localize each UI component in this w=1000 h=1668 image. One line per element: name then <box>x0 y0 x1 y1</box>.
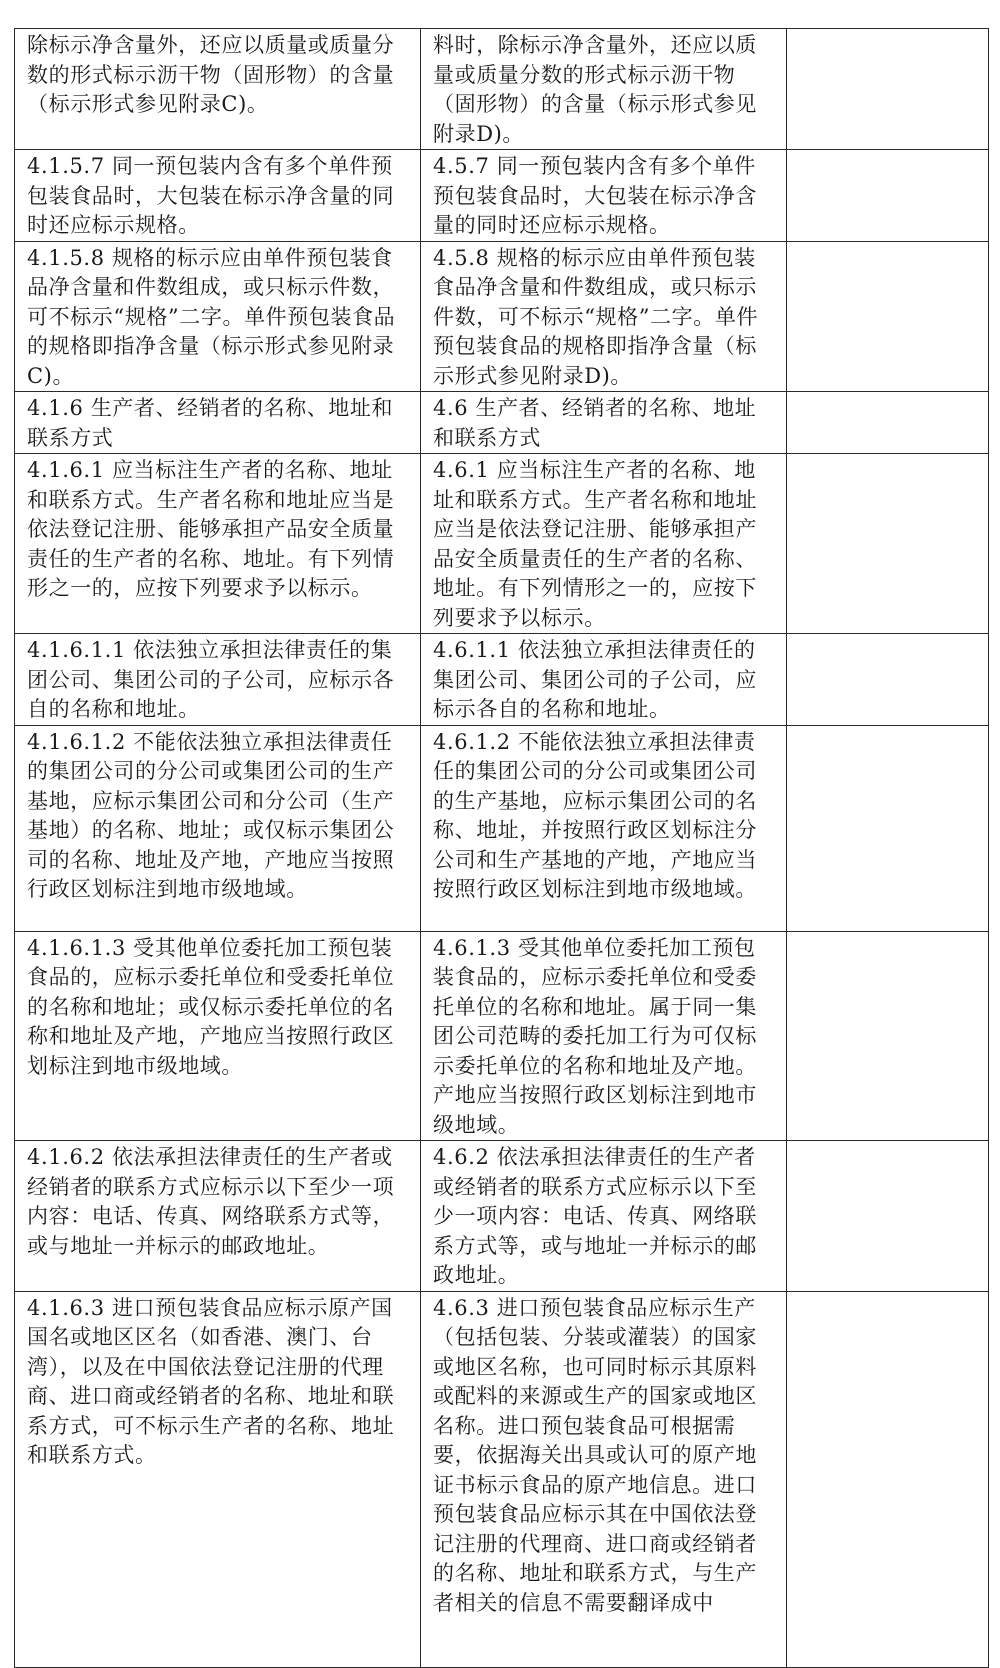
remark-cell <box>787 1291 989 1667</box>
old-standard-cell: 4.1.6.1.2 不能依法独立承担法律责任的集团公司的分公司或集团公司的生产基地，应标示集团公司和分公司（生产基地）的名称、地址；或仅标示集团公司的名称、地址及产地，产地应当按照行政区划标注到地市级地域。 <box>15 725 421 931</box>
old-standard-cell: 4.1.6.1.3 受其他单位委托加工预包装食品的，应标示委托单位和受委托单位的名称和地址；或仅标示委托单位的名称和地址及产地，产地应当按照行政区划标注到地市级地域。 <box>15 931 421 1141</box>
remark-cell <box>787 725 989 931</box>
table-row <box>15 1141 989 1292</box>
new-standard-cell: 4.6.3 进口预包装食品应标示生产（包括包装、分装或灌装）的国家或地区名称，也可同时标示其原料或配料的来源或生产的国家或地区名称。进口预包装食品可根据需要，依据海关出具或认可的原产地证书标示食品的原产地信息。进口预包装食品应标示其在中国依法登记注册的代理商、进口商或经销者的名称、地址和联系方式，与生产者相关的信息不需要翻译成中 <box>421 1291 787 1667</box>
remark-cell <box>787 150 989 242</box>
old-standard-cell: 除标示净含量外，还应以质量或质量分数的形式标示沥干物（固形物）的含量（标示形式参见附录C)。 <box>15 29 421 150</box>
old-standard-cell: 4.1.5.8 规格的标示应由单件预包装食品净含量和件数组成，或只标示件数，可不标示“规格”二字。单件预包装食品的规格即指净含量（标示形式参见附录C)。 <box>15 241 421 392</box>
old-standard-cell: 4.1.6.3 进口预包装食品应标示原产国国名或地区区名（如香港、澳门、台湾），以及在中国依法登记注册的代理商、进口商或经销者的名称、地址和联系方式，可不标示生产者的名称、地址和联系方式。 <box>15 1291 421 1667</box>
remark-cell <box>787 241 989 392</box>
new-standard-cell: 4.5.8 规格的标示应由单件预包装食品净含量和件数组成，或只标示件数，可不标示“规格”二字。单件预包装食品的规格即指净含量（标示形式参见附录D)。 <box>421 241 787 392</box>
new-standard-cell: 料时，除标示净含量外，还应以质量或质量分数的形式标示沥干物（固形物）的含量（标示形式参见附录D)。 <box>421 29 787 150</box>
table-row <box>15 1291 989 1667</box>
table-row <box>15 241 989 392</box>
remark-cell <box>787 931 989 1141</box>
new-standard-cell: 4.6.2 依法承担法律责任的生产者或经销者的联系方式应标示以下至少一项内容：电话、传真、网络联系方式等，或与地址一并标示的邮政地址。 <box>421 1141 787 1292</box>
table-row <box>15 29 989 150</box>
new-standard-cell: 4.6.1 应当标注生产者的名称、地址和联系方式。生产者名称和地址应当是依法登记注册、能够承担产品安全质量责任的生产者的名称、地址。有下列情形之一的，应按下列要求予以标示。 <box>421 454 787 634</box>
table-row <box>15 392 989 454</box>
new-standard-cell: 4.6.1.3 受其他单位委托加工预包装食品的，应标示委托单位和受委托单位的名称和地址。属于同一集团公司范畴的委托加工行为可仅标示委托单位的名称和地址及产地。产地应当按照行政区划标注到地市级地域。 <box>421 931 787 1141</box>
new-standard-cell: 4.6.1.1 依法独立承担法律责任的集团公司、集团公司的子公司，应标示各自的名称和地址。 <box>421 634 787 726</box>
table-row <box>15 150 989 242</box>
new-standard-cell: 4.6.1.2 不能依法独立承担法律责任的集团公司的分公司或集团公司的生产基地，应标示集团公司的名称、地址，并按照行政区划标注分公司和生产基地的产地，产地应当按照行政区划标注到地市级地域。 <box>421 725 787 931</box>
remark-cell <box>787 454 989 634</box>
old-standard-cell: 4.1.6.2 依法承担法律责任的生产者或经销者的联系方式应标示以下至少一项内容：电话、传真、网络联系方式等，或与地址一并标示的邮政地址。 <box>15 1141 421 1292</box>
table-row <box>15 454 989 634</box>
remark-cell <box>787 392 989 454</box>
table-row <box>15 725 989 931</box>
remark-cell <box>787 29 989 150</box>
table-row <box>15 931 989 1141</box>
old-standard-cell: 4.1.6 生产者、经销者的名称、地址和联系方式 <box>15 392 421 454</box>
old-standard-cell: 4.1.6.1.1 依法独立承担法律责任的集团公司、集团公司的子公司，应标示各自的名称和地址。 <box>15 634 421 726</box>
remark-cell <box>787 1141 989 1292</box>
new-standard-cell: 4.5.7 同一预包装内含有多个单件预包装食品时，大包装在标示净含量的同时还应标示规格。 <box>421 150 787 242</box>
new-standard-cell: 4.6 生产者、经销者的名称、地址和联系方式 <box>421 392 787 454</box>
table-row <box>15 634 989 726</box>
remark-cell <box>787 634 989 726</box>
old-standard-cell: 4.1.6.1 应当标注生产者的名称、地址和联系方式。生产者名称和地址应当是依法登记注册、能够承担产品安全质量责任的生产者的名称、地址。有下列情形之一的，应按下列要求予以标示。 <box>15 454 421 634</box>
old-standard-cell: 4.1.5.7 同一预包装内含有多个单件预包装食品时，大包装在标示净含量的同时还应标示规格。 <box>15 150 421 242</box>
comparison-table <box>14 28 989 1668</box>
